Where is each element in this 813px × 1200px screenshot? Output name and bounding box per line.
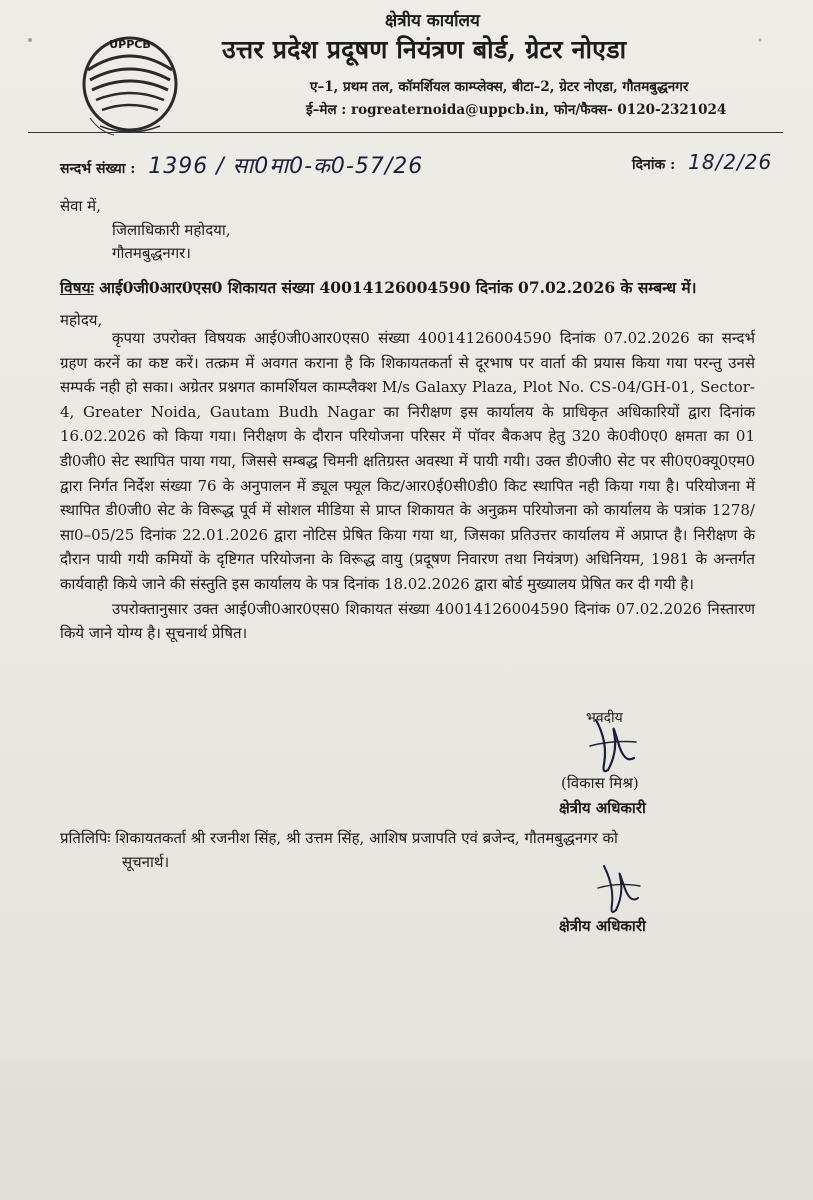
body-paragraph-2: उपरोक्तानुसार उक्त आई0जी0आर0एस0 शिकायत संख्या 40014126004590 दिनांक 07.02.2026 निस्तारण किये जाने योग्य है। सूचनार्थ प्रेषित। bbox=[60, 599, 755, 643]
salutation: महोदय, bbox=[60, 311, 103, 329]
copy-recipients: शिकायतकर्ता श्री रजनीश सिंह, श्री उत्तम सिंह, आशिष प्रजापति एवं ब्रजेन्द, गौतमबुद्धनगर को bbox=[115, 829, 618, 847]
closing-bhavdiya: भवदीय bbox=[586, 710, 623, 726]
copy-label: प्रतिलिपिः bbox=[60, 829, 111, 847]
subject-text: आई0जी0आर0एस0 शिकायत संख्या 40014126004590 दिनांक 07.02.2026 के सम्बन्ध में। bbox=[99, 278, 697, 297]
office-heading: क्षेत्रीय कार्यालय bbox=[385, 11, 480, 31]
recipient-line-2: गौतमबुद्धनगर। bbox=[112, 244, 191, 262]
letter-date bbox=[632, 150, 772, 174]
copy-to-section bbox=[60, 826, 760, 874]
header-divider bbox=[28, 132, 783, 133]
reference-handwritten-value: 1396 / सा0मा0-क0-57/26 bbox=[148, 154, 424, 179]
date-handwritten-value: 18/2/26 bbox=[688, 150, 773, 174]
reference-number bbox=[60, 150, 423, 180]
body-paragraph-1: कृपया उपरोक्त विषयक आई0जी0आर0एस0 संख्या 40014126004590 दिनांक 07.02.2026 का सन्दर्भ ग्रहण करनें का कष्ट करें। तत्क्रम में अवगत कराना है कि शिकायतकर्ता से दूरभाष पर वार्ता की प्रयास किया गया परन्तु उनसे सम्पर्क नही हो सका। अग्रेतर प्रश्नगत कामर्शियल काम्प्लैक्श M/s Galaxy Plaza, Plot No. CS-04/GH-01, Sector-4, Greater Noida, Gautam Budh Nagar का निरीक्षण इस कार्यालय के प्राधिकृत अधिकारियों द्वारा दिनांक 16.02.2026 को किया गया। निरीक्षण के दौरान परियोजना परिसर में पॉवर बैकअप हेतु 320 के0वी0ए0 क्षमता का 01 डी0जी0 सेट स्थापित पाया गया, जिससे सम्बद्ध चिमनी क्षतिग्रस्त अवस्था में पायी गयी। उक्त डी0जी0 सेट पर सी0ए0क्यू0एम0 द्वारा निर्गत निर्देश संख्या 76 के अनुपालन में ड्यूल फ्यूल किट/आर0ई0सी0डी0 किट स्थापित नही किया गया है। परियोजना में स्थापित डी0जी0 सेट के विरूद्ध पूर्व में सोशल मीडिया से प्राप्त शिकायत के अनुक्रम परियोजना को कार्यालय के पत्रांक 1278/सा0–05/25 दिनांक 22.01.2026 द्वारा नोटिस प्रेषित किया गया था, जिसका प्रतिउत्तर कार्यालय में अप्राप्त है। निरीक्षण के दौरान पायी गयी कमियों के दृष्टिगत परियोजना के विरूद्ध वायु (प्रदूषण निवारण तथा नियंत्रण) अधिनियम, 1981 के अन्तर्गत कार्यवाही किये जाने की संस्तुति इस कार्यालय के पत्र दिनांक 18.02.2026 द्वारा बोर्ड मुख्यालय प्रेषित कर दी गयी है। bbox=[60, 329, 755, 593]
letter-body bbox=[60, 326, 755, 646]
logo-text: UPPCB bbox=[109, 38, 151, 51]
signatory-name: (विकास मिश्र) bbox=[561, 774, 639, 792]
copy-signatory-title: क्षेत्रीय अधिकारी bbox=[559, 917, 646, 935]
recipient-line-1: जिलाधिकारी महोदया, bbox=[112, 221, 231, 239]
office-address: ए–1, प्रथम तल, कॉमर्शियल काम्प्लेक्स, बीटा–2, ग्रेटर नोएडा, गौतमबुद्धनगर bbox=[310, 79, 689, 95]
second-signature-icon bbox=[590, 860, 646, 920]
recipient-prefix: सेवा में, bbox=[60, 197, 101, 215]
logo-emblem bbox=[84, 38, 176, 135]
uppcb-logo bbox=[60, 22, 200, 142]
subject-label: विषयः bbox=[60, 278, 94, 297]
signatory-title: क्षेत्रीय अधिकारी bbox=[559, 799, 646, 817]
reference-label: सन्दर्भ संख्या : bbox=[60, 161, 136, 177]
board-title: उत्तर प्रदेश प्रदूषण नियंत्रण बोर्ड, ग्रेटर नोएडा bbox=[222, 35, 627, 64]
handwritten-signature-icon bbox=[578, 712, 648, 782]
subject-line bbox=[60, 276, 697, 298]
contact-line: ई–मेल : rogreaternoida@uppcb.in, फोन/फैक्स- 0120-2321024 bbox=[306, 102, 727, 118]
date-label: दिनांक : bbox=[632, 157, 676, 173]
copy-purpose: सूचनार्थ। bbox=[122, 853, 170, 871]
